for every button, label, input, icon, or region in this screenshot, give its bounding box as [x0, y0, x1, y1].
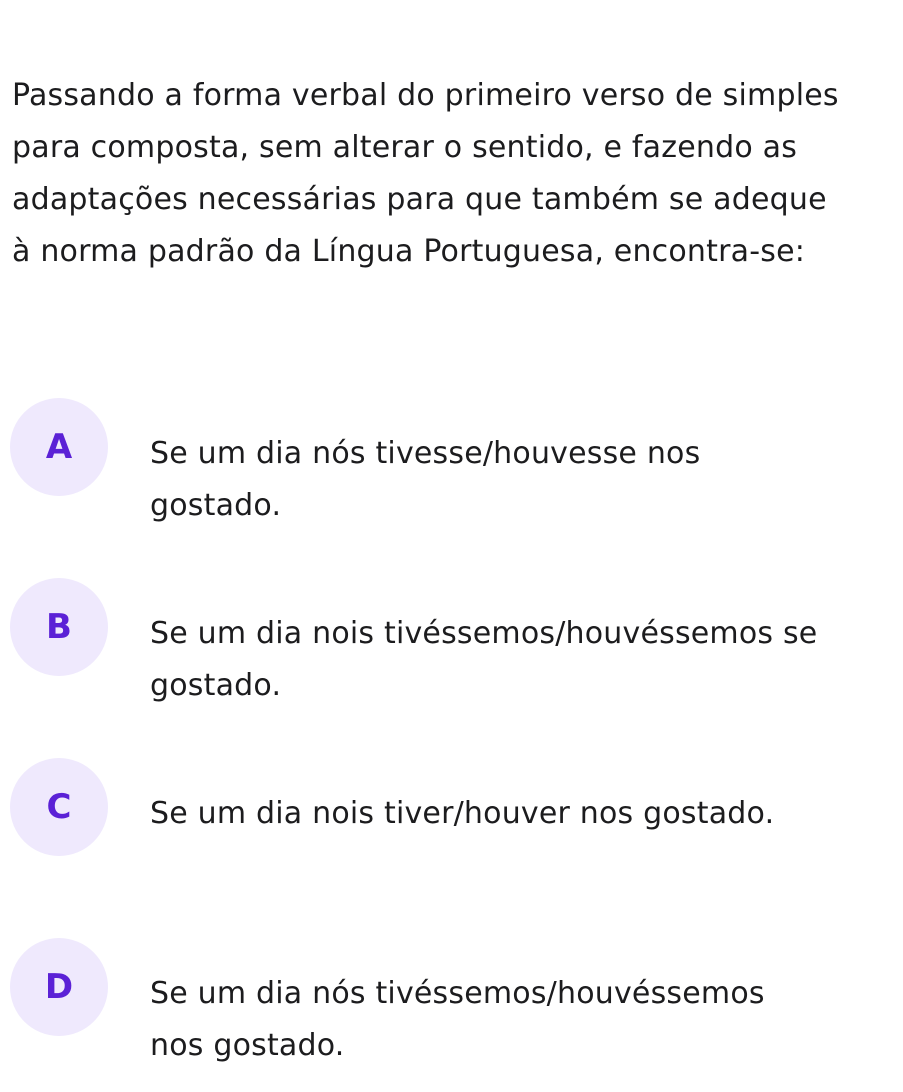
option-d-text-line1: Se um dia nós tivéssemos/houvéssemos [150, 976, 765, 1011]
option-a-letter: A [45, 427, 73, 467]
option-c-letter: C [46, 787, 72, 827]
option-b-text [150, 608, 902, 712]
option-d-badge[interactable] [10, 938, 108, 1036]
option-b-text-line1: Se um dia nois tivéssemos/houvéssemos se [150, 616, 818, 651]
option-b-text-line2: gostado. [150, 668, 282, 703]
option-d-letter: D [44, 967, 74, 1007]
option-d-text [150, 968, 902, 1072]
option-a-text [150, 428, 902, 532]
option-a-badge[interactable] [10, 398, 108, 496]
option-a-text-line2: gostado. [150, 488, 282, 523]
option-c-text [150, 788, 902, 840]
question-text: Passando a forma verbal do primeiro verso de simples para composta, sem alterar o sentido, e fazendo as adaptações necessárias para que também se adeque à norma padrão da Língua Portuguesa, encontra-se: [12, 78, 839, 269]
option-d-text-line2: nos gostado. [150, 1028, 345, 1063]
option-a-text-line1: Se um dia nós tivesse/houvesse nos [150, 436, 701, 471]
option-c-text-line1: Se um dia nois tiver/houver nos gostado. [150, 796, 775, 831]
option-c-badge[interactable] [10, 758, 108, 856]
option-b-badge[interactable] [10, 578, 108, 676]
option-b-letter: B [46, 607, 72, 647]
